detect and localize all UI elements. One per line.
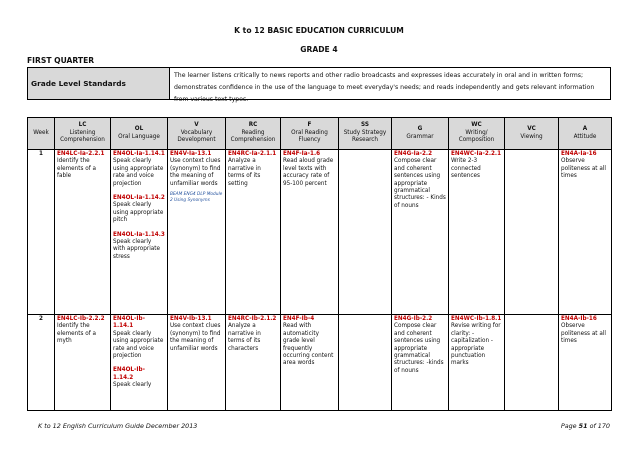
v-cell: [168, 315, 226, 411]
competency-code: EN4WC-Ia-2.2.1: [451, 151, 502, 157]
competency-code: EN4OL-Ib-1.14.1: [113, 316, 145, 330]
header-code: G: [417, 126, 423, 133]
header-label: Study Strategy Research: [343, 129, 387, 144]
ol-cell: [111, 150, 168, 315]
v-cell: [168, 150, 226, 315]
header-vc: [505, 118, 559, 150]
competency-text: Identify the elements of a fable: [57, 158, 96, 180]
document-title: K to 12 BASIC EDUCATION CURRICULUM: [234, 26, 404, 35]
table-header-row: [28, 118, 612, 150]
header-g: [392, 118, 449, 150]
rc-cell: [226, 315, 281, 411]
header-code: V: [194, 122, 199, 129]
header-label: Oral Language: [118, 133, 160, 140]
grade-level-standards-label: Grade Level Standards: [28, 68, 170, 99]
vc-cell: [505, 150, 559, 315]
header-label: Writing/ Composition: [458, 129, 495, 144]
header-label: Attitude: [573, 133, 597, 140]
competency-text: Speak clearly using appropriate rate and voice projection: [113, 330, 164, 360]
competency-code: EN4LC-Ib-2.2.2: [57, 316, 105, 322]
header-code: A: [582, 126, 588, 133]
competency-code: EN4A-Ib-16: [561, 316, 597, 322]
competency-code: EN4A-Ia-16: [561, 151, 597, 157]
competency-code: EN4G-Ib-2.2: [394, 316, 433, 322]
lc-cell: [55, 150, 111, 315]
week-cell: 2: [28, 315, 55, 411]
week-cell: 1: [28, 150, 55, 315]
competency-text: Revise writing for clarity: -capitalization -appropriate punctuation marks: [451, 323, 501, 367]
header-code: OL: [134, 126, 144, 133]
competency-text: Analyze a narrative in terms of its characters: [228, 323, 261, 352]
competency-code: EN4OL-Ia-1.14.3: [113, 231, 165, 238]
table-row: [28, 315, 612, 411]
header-label: Oral Reading Fluency: [291, 129, 328, 144]
header-ol: [111, 118, 168, 150]
f-cell: [281, 150, 339, 315]
table-row: [28, 150, 612, 315]
header-code: SS: [361, 122, 369, 129]
header-label: Vocabulary Development: [177, 129, 216, 144]
competency-code: EN4LC-Ia-2.2.1: [57, 151, 105, 157]
header-code: RC: [248, 122, 258, 129]
header-lc: [55, 118, 111, 150]
competency-text: Read aloud grade level texts with accuracy rate of 95-100 percent: [283, 158, 334, 187]
competency-text: Use context clues (synonym) to find the meaning of unfamiliar words: [170, 323, 221, 352]
f-cell: [281, 315, 339, 411]
competency-code: EN4WC-Ib-1.8.1: [451, 316, 502, 322]
wc-cell: [449, 150, 505, 315]
competency-text: Speak clearly: [113, 382, 152, 389]
ss-cell: [339, 150, 392, 315]
ol-cell: [111, 315, 168, 411]
page-current: 51: [578, 422, 588, 430]
competency-code: EN4V-Ia-13.1: [170, 151, 212, 157]
header-label: Reading Comprehension: [230, 129, 276, 144]
header-ss: [339, 118, 392, 150]
resource-note: BEAM ENG4 DLP Module 2 Using Synonyms: [170, 192, 223, 203]
competency-code: EN4RC-Ib-2.1.2: [228, 316, 277, 322]
competency-text: Speak clearly using appropriate rate and voice projection: [113, 158, 164, 187]
competency-text: Identify the elements of a myth: [57, 323, 96, 345]
competency-text: Use context clues (synonym) to find the meaning of unfamiliar words: [170, 158, 221, 187]
competency-text: Observe politeness at all times: [561, 158, 606, 180]
competency-text: Write 2-3 connected sentences: [451, 158, 481, 180]
footer-guide-label: K to 12 English Curriculum Guide December 2013: [38, 422, 198, 430]
competency-text: Compose clear and coherent sentences using appropriate grammatical structures: -kinds of nouns: [394, 323, 444, 374]
competency-code: EN4F-Ib-4: [283, 316, 315, 322]
competency-code: EN4V-Ib-13.1: [170, 316, 212, 322]
header-label: Listening Comprehension: [60, 129, 105, 144]
competency-code: EN4OL-Ia-1.14.2: [113, 195, 165, 202]
competency-text: Observe politeness at all times: [561, 323, 606, 345]
grade-level-standards-box: [27, 67, 611, 103]
g-cell: [392, 150, 449, 315]
grade-title: GRADE 4: [300, 45, 338, 54]
g-cell: [392, 315, 449, 411]
header-week: Week: [28, 118, 55, 150]
competency-text: Analyze a narrative in terms of its setting: [228, 158, 261, 187]
header-code: LC: [78, 122, 87, 129]
a-cell: [559, 315, 612, 411]
a-cell: [559, 150, 612, 315]
footer-page-number: [561, 422, 610, 430]
lc-cell: [55, 315, 111, 411]
competency-code: EN4OL-Ib-1.14.2: [113, 367, 145, 381]
header-code: WC: [471, 122, 482, 129]
curriculum-table: [27, 117, 612, 411]
competency-code: EN4RC-Ia-2.1.1: [228, 151, 277, 157]
rc-cell: [226, 150, 281, 315]
header-rc: [226, 118, 281, 150]
wc-cell: [449, 315, 505, 411]
page-prefix: Page: [560, 422, 577, 430]
vc-cell: [505, 315, 559, 411]
competency-text: Compose clear and coherent sentences using appropriate grammatical structures: - Kinds of nouns: [394, 158, 446, 209]
competency-text: Read with automaticity grade level frequently occurring content area words: [283, 323, 334, 367]
page-suffix: of 170: [589, 422, 610, 430]
header-code: F: [307, 122, 312, 129]
ss-cell: [339, 315, 392, 411]
header-label: Grammar: [406, 133, 434, 140]
competency-text: Speak clearly with appropriate stress: [113, 239, 161, 260]
quarter-label: FIRST QUARTER: [27, 56, 95, 65]
header-wc: [449, 118, 505, 150]
competency-code: EN4G-Ia-2.2: [394, 151, 433, 157]
header-v: [168, 118, 226, 150]
competency-code: EN4OL-Ia-1.14.1: [113, 151, 165, 157]
header-label: Viewing: [520, 133, 543, 140]
header-a: [559, 118, 612, 150]
competency-code: EN4F-Ia-1.6: [283, 151, 321, 157]
header-f: [281, 118, 339, 150]
header-code: VC: [527, 126, 536, 133]
competency-text: Speak clearly using appropriate pitch: [113, 202, 164, 224]
grade-level-standards-text: The learner listens critically to news reports and other radio broadcasts and expresses ideas accurately in oral and in written forms; demonstrates confidence in the use of the language to meet everyday's needs; and reads independently and gets relevant information from various text types.: [174, 72, 595, 103]
